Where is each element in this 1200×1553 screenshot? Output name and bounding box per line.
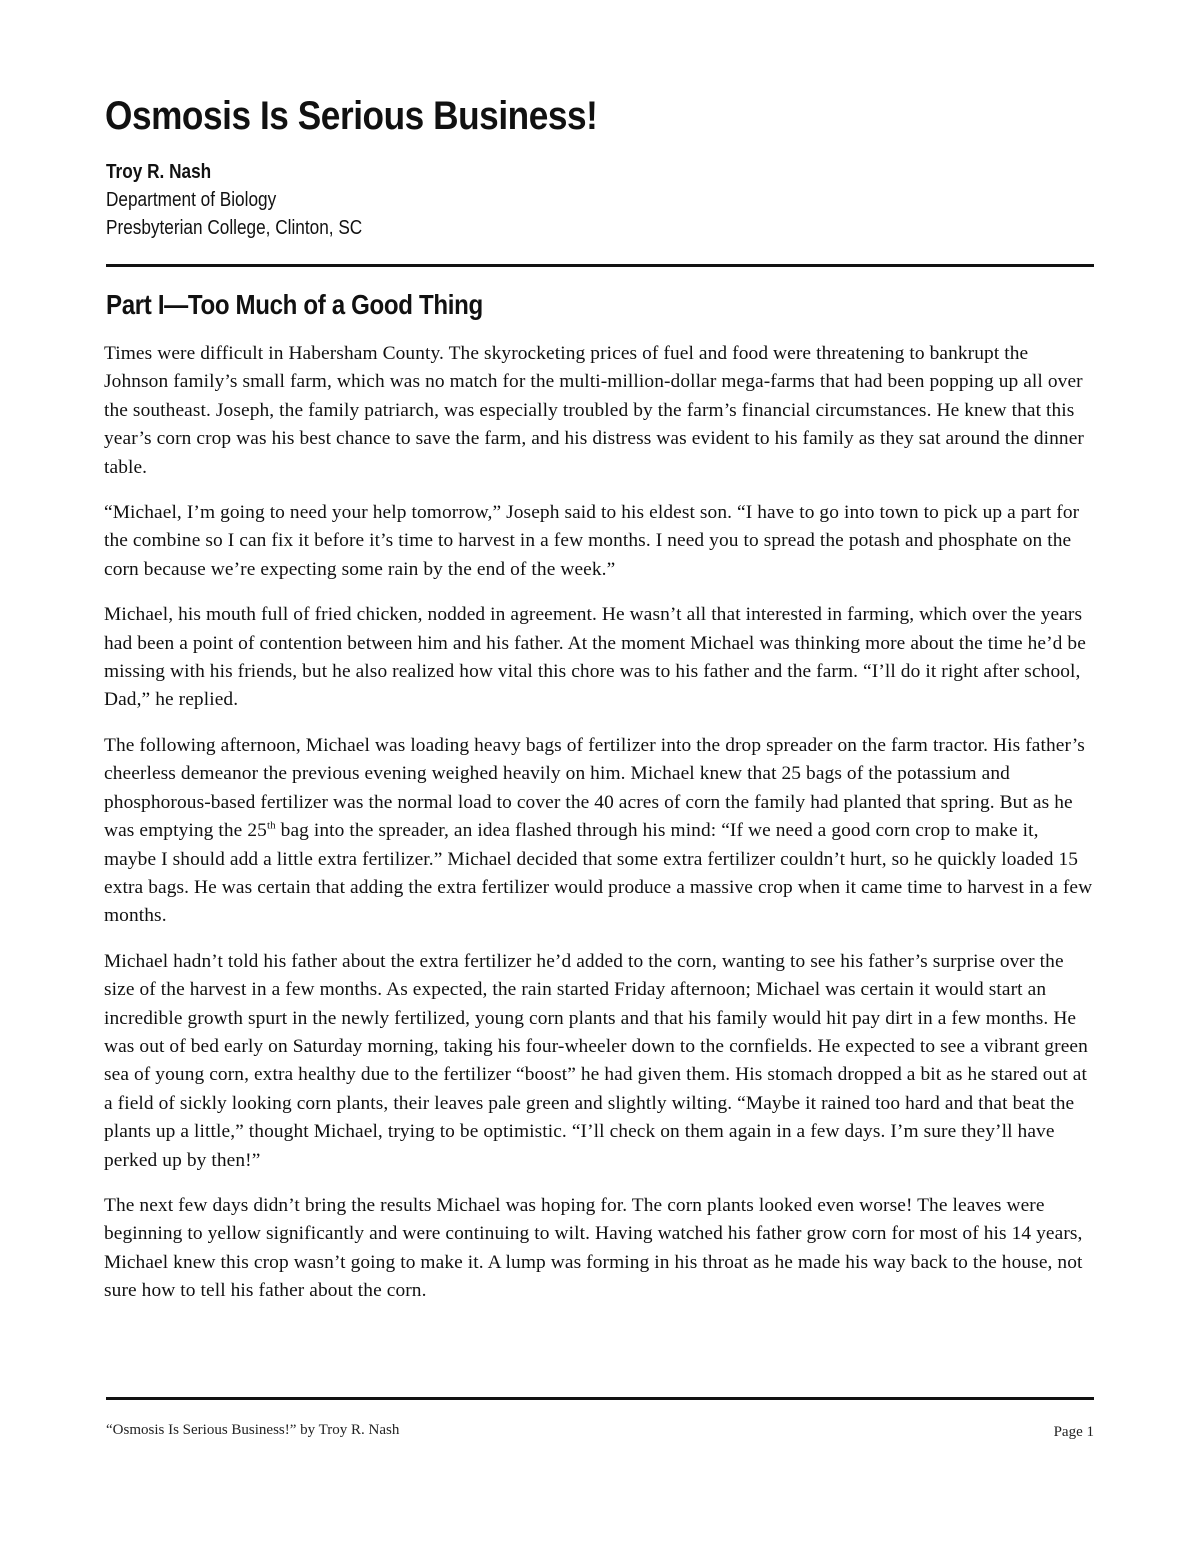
paragraph: The next few days didn’t bring the results Michael was hoping for. The corn plants looked even worse! The leaves were beginning to yellow significantly and were continuing to wilt. Having watched his father grow corn for most of his 14 years, Michael knew this crop wasn’t going to make it. A lump was forming in his throat as he made his way back to the house, not sure how to tell his father about the corn. bbox=[104, 1194, 1083, 1302]
page-number: Page 1 bbox=[1053, 1424, 1094, 1440]
paragraph: Times were difficult in Habersham County. The skyrocketing prices of fuel and food were threatening to bankrupt the Johnson family’s small farm, which was no match for the multi-million-dollar mega-farms that had been popping up all over the southeast. Joseph, the family patriarch, was especially troubled by the farm’s financial circumstances. He knew that this year’s corn crop was his best chance to save the farm, and his distress was evident to his family as they sat around the dinner table. bbox=[104, 343, 1084, 478]
section-heading: Part I—Too Much of a Good Thing bbox=[106, 289, 483, 320]
paragraph: Michael, his mouth full of fried chicken, nodded in agreement. He wasn’t all that interested in farming, which over the years had been a point of contention between him and his father. At the moment Michael was thinking more about the time he’d be missing with his friends, but he also realized how vital this chore was to his father and the farm. “I’ll do it right after school, Dad,” he replied. bbox=[104, 604, 1086, 711]
paragraph bbox=[104, 732, 1094, 931]
author-institution: Presbyterian College, Clinton, SC bbox=[106, 217, 363, 239]
header-divider bbox=[106, 264, 1094, 267]
paragraph: Michael hadn’t told his father about the extra fertilizer he’d added to the corn, wanting to see his father’s surprise over the size of the harvest in a few months. As expected, the rain started Friday afternoon; Michael was certain it would start an incredible growth spurt in the newly fertilized, young corn plants and that his family would hit pay dirt in a few months. He was out of bed early on Saturday morning, taking his four-wheeler down to the cornfields. He expected to see a vibrant green sea of young corn, extra healthy due to the fertilizer “boost” he had given them. His stomach dropped a bit as he stared out at a field of sickly looking corn plants, their leaves pale green and slightly wilting. “Maybe it rained too hard and that beat the plants up a little,” thought Michael, trying to be optimistic. “I’ll check on them again in a few days. I’m sure they’ll have perked up by then!” bbox=[104, 950, 1088, 1171]
footer-citation: “Osmosis Is Serious Business!” by Troy R. Nash bbox=[106, 1422, 400, 1438]
document-title: Osmosis Is Serious Business! bbox=[105, 94, 598, 138]
paragraph: “Michael, I’m going to need your help tomorrow,” Joseph said to his eldest son. “I have to go into town to pick up a part for the combine so I can fix it before it’s time to harvest in a few months. I need you to spread the potash and phosphate on the corn because we’re expecting some rain by the end of the week.” bbox=[104, 502, 1080, 580]
paragraph-text: The following afternoon, Michael was loading heavy bags of fertilizer into the drop spreader on the farm tractor. His father’s cheerless demeanor the previous evening weighed heavily on him. Michael knew that 25 bags of the potassium and phosphorous-based fertilizer was the normal load to cover the 40 acres of corn the family had planted that spring. But as he was emptying the 25 bbox=[104, 734, 1085, 842]
author-department: Department of Biology bbox=[106, 189, 277, 211]
author-block bbox=[106, 158, 362, 242]
paragraph-text: bag into the spreader, an idea flashed through his mind: “If we need a good corn crop to make it, maybe I should add a little extra fertilizer.” Michael decided that some extra fertilizer couldn’t hurt, so he quickly loaded 15 extra bags. He was certain that adding the extra fertilizer would produce a massive crop when it came time to harvest in a few months. bbox=[104, 820, 1093, 927]
footer-divider bbox=[106, 1397, 1094, 1400]
ordinal-superscript: th bbox=[266, 819, 276, 832]
author-name: Troy R. Nash bbox=[106, 161, 212, 183]
body-text bbox=[104, 340, 1094, 1323]
